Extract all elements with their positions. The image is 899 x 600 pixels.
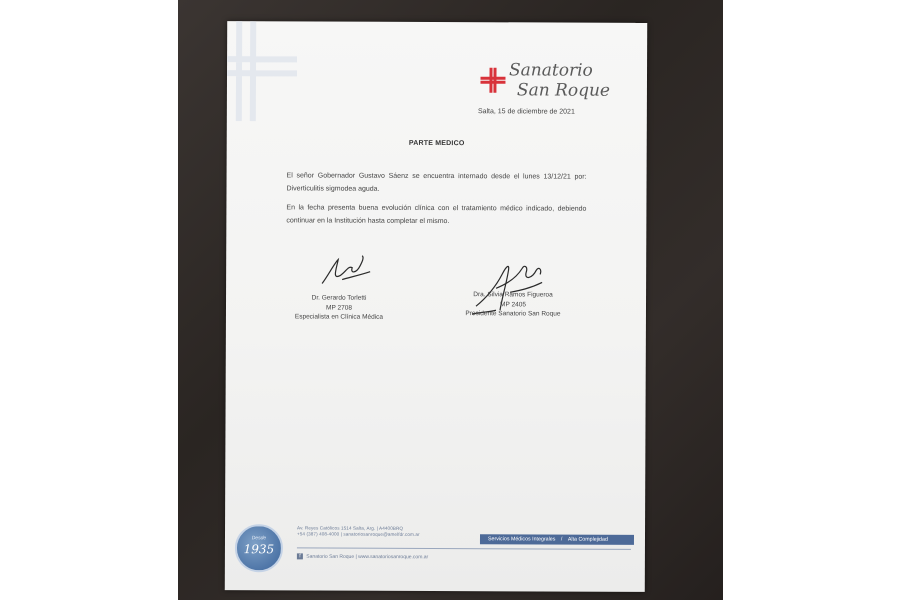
logo-text-line1: Sanatorio <box>508 60 593 81</box>
report-paragraph-2: En la fecha presenta buena evolución clínica con el tratamiento médico indicado, debiendo continuar en la Institución hasta completar el mismo. <box>286 204 587 226</box>
signer-registration: MP 2708 <box>326 304 352 312</box>
banner-separator: / <box>560 536 563 543</box>
document-title: PARTE MEDICO <box>408 139 465 148</box>
logo-text-line2: San Roque <box>516 80 611 101</box>
signer-name: Dra. Silvia Ramos Figueroa <box>473 291 553 299</box>
signature-torletti <box>318 253 374 289</box>
medical-cross-logo-icon <box>479 66 507 94</box>
seal-caption: Desde <box>251 535 267 542</box>
banner-item-complexity: Alta Complejidad <box>567 536 608 543</box>
seal-year: 1935 <box>243 542 275 557</box>
signer-role: Presidente Sanatorio San Roque <box>465 310 561 318</box>
footer-social <box>297 553 428 560</box>
report-paragraph-1: El señor Gobernador Gustavo Sáenz se encuentra internado desde el lunes 13/12/21 por: Diverticulitis sigmodea aguda. <box>286 172 587 193</box>
watermark-cross-icon <box>227 21 297 121</box>
signature-block-torletti <box>284 293 394 322</box>
signer-role: Especialista en Clínica Médica <box>294 313 384 321</box>
signer-name: Dr. Gerardo Torletti <box>311 294 367 302</box>
banner-item-services: Servicios Médicos Integrales <box>487 536 556 543</box>
footer-divider <box>297 547 631 549</box>
footer-social-text: Sanatorio San Roque | www.sanatoriosanroque.com.ar <box>306 553 429 561</box>
sanatorio-logo <box>475 60 611 106</box>
signer-registration: MP 2405 <box>500 300 526 308</box>
footer-contact: +54 (387) 408-4000 | sanatoriosanroque@amelfdr.com.ar <box>296 531 420 537</box>
footer-address: Av. Reyes Católicos 1514 Salta, Arg. | A4400BRQ <box>297 525 404 531</box>
document-date: Salta, 15 de diciembre de 2021 <box>477 108 575 116</box>
letterhead-footer <box>225 520 645 592</box>
since-1935-seal <box>235 524 283 572</box>
medical-report-sheet <box>225 21 647 592</box>
services-banner <box>480 534 634 545</box>
facebook-icon: f <box>297 553 303 559</box>
signature-block-ramos-figueroa <box>458 290 568 319</box>
